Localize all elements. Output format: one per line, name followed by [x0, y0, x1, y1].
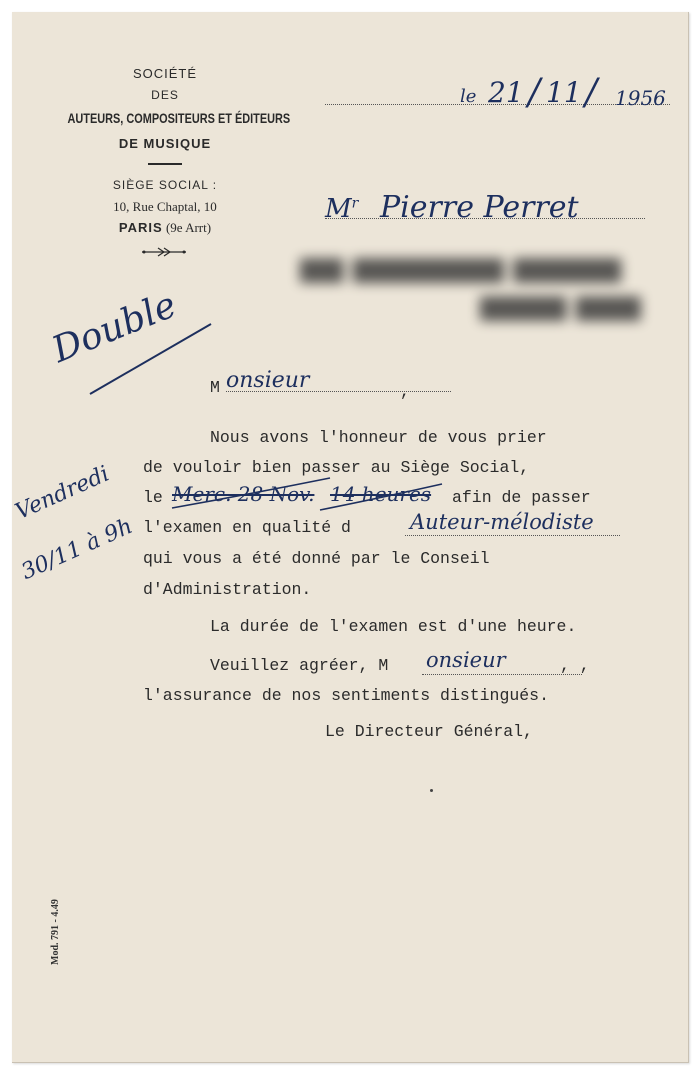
struck-time: 14 heures — [330, 482, 432, 506]
recipient-salutation-suffix: r — [351, 195, 359, 212]
side-note-date-time: 30/11 à 9h — [17, 513, 137, 585]
greeting-comma: , — [400, 382, 410, 401]
closing-dotted-line — [422, 674, 582, 675]
body-line-3-prefix: le — [143, 488, 163, 507]
body-line-6: d'Administration. — [143, 580, 312, 599]
letterhead-divider — [148, 163, 182, 165]
recipient-address-redacted-2: ▆▆▆▆ ▆▆▆ — [480, 288, 641, 321]
date-day: 21 — [488, 76, 524, 109]
strike-marks — [170, 474, 450, 514]
date-prefix: le — [460, 86, 477, 107]
closing-line-1-prefix: Veuillez agréer, M — [210, 656, 389, 675]
side-note-day: Vendredi — [11, 461, 114, 525]
letterhead-siege: SIÈGE SOCIAL : — [112, 178, 218, 192]
recipient-address-redacted-1: ▆▆ ▆▆▆▆▆▆▆ ▆▆▆▆▆ — [300, 250, 621, 283]
body-line-3-suffix: afin de passer — [452, 488, 591, 507]
model-number: Mod. 791 - 4.49 — [50, 899, 61, 965]
double-annotation: Double — [46, 284, 183, 371]
letterhead-des: DES — [151, 88, 179, 102]
recipient-name: Pierre Perret — [380, 190, 579, 225]
letterhead-city-name: PARIS — [118, 220, 163, 235]
recipient-salutation — [325, 194, 358, 224]
closing-line-2: l'assurance de nos sentiments distingués. — [143, 686, 549, 705]
ink-dot — [430, 789, 433, 792]
body-line-4-prefix: l'examen en qualité d — [143, 518, 351, 537]
letterhead-musique: DE MUSIQUE — [118, 136, 212, 151]
letterhead-auteurs: AUTEURS, COMPOSITEURS ET ÉDITEURS — [67, 110, 291, 126]
letterhead-address: 10, Rue Chaptal, 10 — [113, 199, 217, 214]
signature-title: Le Directeur Général, — [325, 722, 533, 741]
body-duration: La durée de l'examen est d'une heure. — [210, 617, 577, 636]
date-year: 1956 — [615, 86, 666, 110]
struck-date: Merc. 28 Nov. — [172, 482, 315, 506]
letterhead-city — [40, 220, 290, 236]
date-sep-2: / — [585, 72, 598, 113]
double-underline — [85, 318, 215, 398]
recipient-salutation-prefix: M — [325, 194, 352, 224]
body-line-2: de vouloir bien passer au Siège Social, — [143, 458, 530, 477]
closing-line-1-suffix: , , — [560, 656, 590, 675]
body-line-5: qui vous a été donné par le Conseil — [143, 549, 490, 568]
body-line-1: Nous avons l'honneur de vous prier — [210, 428, 547, 447]
greeting-dotted-line — [226, 391, 451, 392]
letterhead-societe: SOCIÉTÉ — [132, 66, 198, 81]
date-sep-1: / — [528, 72, 541, 113]
greeting-prefix: M — [210, 378, 220, 397]
greeting-handwritten: onsieur — [226, 368, 310, 393]
ornament-icon — [140, 246, 188, 258]
letterhead-arrondissement: (9e Arrt) — [165, 220, 212, 235]
closing-handwritten: onsieur — [426, 648, 506, 672]
qualite-dotted-line — [405, 535, 620, 536]
date-month: 11 — [546, 76, 582, 109]
body-line-4-handwritten: Auteur-mélodiste — [410, 510, 594, 534]
